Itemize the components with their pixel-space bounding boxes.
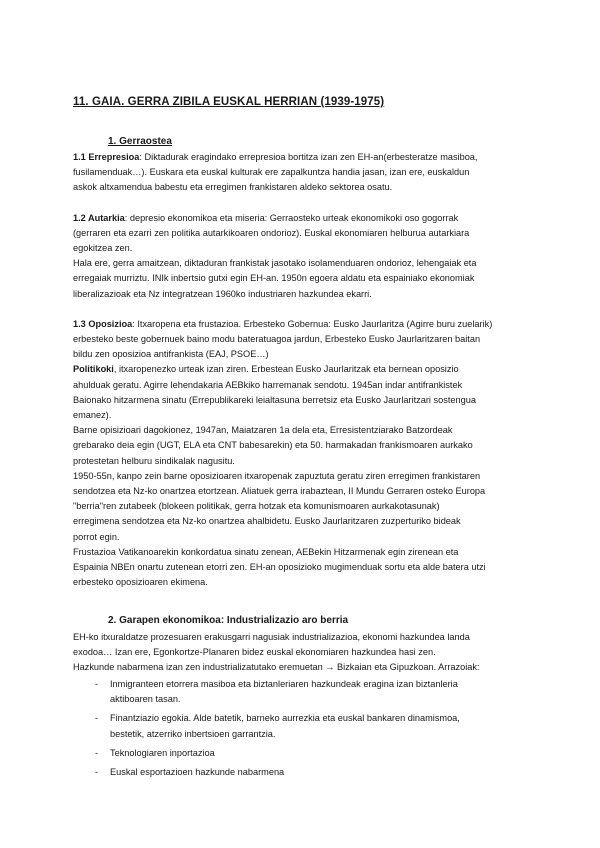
section-1-body: 1.1 Errepresioa: Diktadurak eragindako errepresioa bortitza izan zen EH-an(erbesteratze masiboa, fusilamenduak…). Euskara eta euskal kulturak ere zapalkuntza handia jasan, izan ere, euskaldun askok altxamendua babestu eta erregimen frankistaren aldeko sektorea osatu. 1.2 Autarkia: depresio ekonomikoa eta miseria: Gerraosteko urteak ekonomikoki oso gogorrak (gerraren eta ezarri zen politika autarkikoaren ondorioz). Euskal ekonomiaren helburua autarkiara egokitzea zen. Hala ere, gerra amaitzean, diktaduran frankistak jasotako isolamenduaren ondorioz, lehengaiak eta erregaiak murriztu. INIk inbertsio gutxi egin EH-an. 1950n egoera aldatu eta espainiako ekonomiak liberalizazioak eta Nz integratzean 1960ko industriaren hazkundea ekarri. 1.3 Oposizioa: Itxaropena eta frustazioa. Erbesteko Gobernua: Eusko Jaurlaritza (Agirre buru zuelarik) erbesteko beste gobernuek baino modu bateratuagoa jardun, Erbesteko Eusko Jaurlaritzaren baitan bildu zen oposizioa antifrankista (EAJ, PSOE…) Politikoki, itxaropenezko urteak izan ziren. Erbestean Eusko Jaurlaritzak eta bernean oposizio ahulduak geratu. Agirre lehendakaria AEBkiko harremanak sendotu. 1945an indar antifrankistek Baionako hitzarmena sinatu (Errepublikareki leialtasuna berretsiz eta Eusko Jaurlaritzari sostengua emanez). Barne opisizioari dagokionez, 1947an, Maiatzaren 1a dela eta, Erresistentziarako Batzordeak grebarako deia egin (UGT, ELA eta CNT babesarekin) eta 50. harmakadan frankismoaren aurkako protestetan helburu sindikalak nagusitu. 1950-55n, kanpo zein barne oposizioaren itxaropenak zapuztuta geratu ziren erregimen frankistaren sendotzea eta Nz-ko onartzea etortzean. Aliatuek gerra irabaztean, II Mundu Gerraren osteko Europa "berria"ren zutabeek (blokeen politikak, gerra hotzak eta komunismoaren aurkakotasunak) erregimena sendotzea eta Nz-ko onartzea ahalbidetu. Eusko Jaurlaritzaren zuzperturiko bideak porrot egin. Frustazioa Vatikanoarekin konkordatua sinatu zenean, AEBekin Hitzarmenak egin zirenean eta Espainia NBEn onartu zutenean etorri zen. EH-an oposizioko mugimenduak sortu eta alde batera utzi erbesteko oposizioaren ekimena. (73, 150, 553, 590)
list-item: - Finantziazio egokia. Alde batetik, barneko aurrezkia eta euskal bankaren dinamismoa, bestetik, atzerriko inbertsioen garrantzia. (73, 711, 553, 741)
paragraph-autarkia: 1.2 Autarkia: depresio ekonomikoa eta miseria: Gerraosteko urteak ekonomikoki oso gogorrak (73, 212, 459, 223)
page-title: 11. GAIA. GERRA ZIBILA EUSKAL HERRIAN (1939-1975) (73, 96, 385, 108)
paragraph-frustazioa: Frustazioa Vatikanoarekin konkordatua sinatu zenean, AEBekin Hitzarmenak egin zirenean eta (73, 546, 459, 557)
section-2-heading: 2. Garapen ekonomikoa: Industrializazio aro berria (108, 615, 349, 626)
paragraph-1950: 1950-55n, kanpo zein barne oposizioaren itxaropenak zapuztuta geratu ziren erregimen frankistaren (73, 470, 481, 481)
list-item: - Teknologiaren inportazioa (73, 746, 553, 761)
section-1-heading: 1. Gerraostea (108, 136, 172, 147)
section-2-body: EH-ko itxuraldatze prozesuaren erakusgarri nagusiak industrializazioa, ekonomi hazkundea landa exodoa… Izan ere, Egonkortze-Planaren bidez euskal ekonomiaren hazkundea hasi zen. Hazkunde nabarmena izan zen industrializatutako eremuetan → Bizkaian eta Gipuzkoan. Arrazoiak: (73, 632, 480, 673)
paragraph-politikoki: Politikoki, itxaropenezko urteak izan ziren. Erbestean Eusko Jaurlaritzak eta bernean oposizio (73, 364, 459, 375)
paragraph-oposizioa: 1.3 Oposizioa: Itxaropena eta frustazioa. Erbesteko Gobernua: Eusko Jaurlaritza (Agirre buru zuelarik) (73, 318, 493, 329)
reasons-list (73, 677, 553, 780)
list-item: - Euskal esportazioen hazkunde nabarmena (73, 765, 553, 780)
paragraph-errepresioa: 1.1 Errepresioa: Diktadurak eragindako errepresioa bortitza izan zen EH-an(erbesteratze masiboa, (73, 152, 478, 162)
list-item: - Inmigranteen etorrera masiboa eta biztanleriaren hazkundeak eragina izan biztanleria aktiboaren tasan. (73, 677, 553, 707)
paragraph-barne: Barne opisizioari dagokionez, 1947an, Maiatzaren 1a dela eta, Erresistentziarako Batzordeak (73, 425, 453, 436)
